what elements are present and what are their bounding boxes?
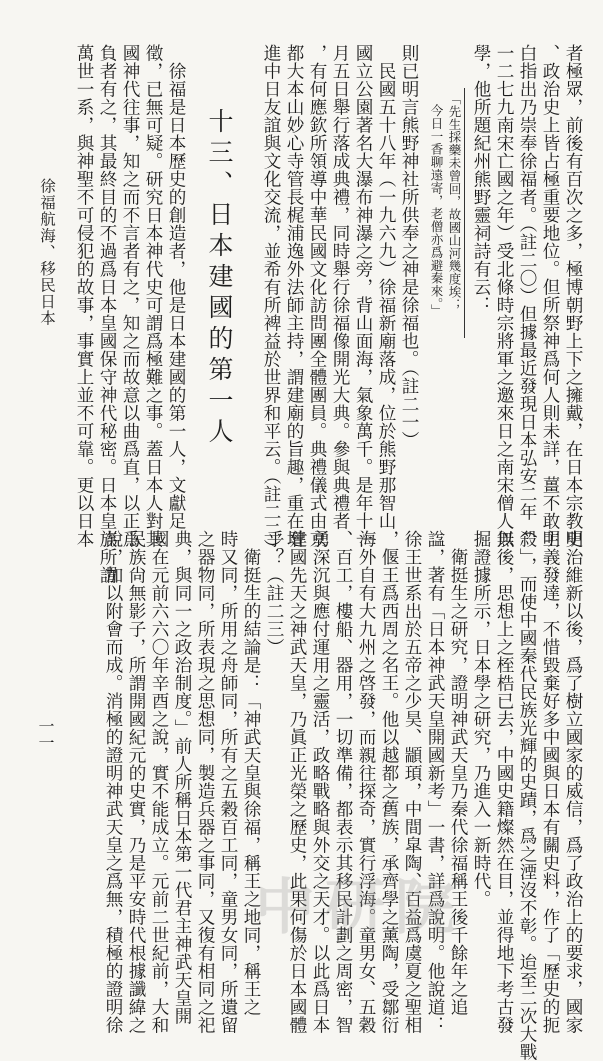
text-column: 說，加以附會而成。消極的證明神武天皇之爲無，積極的證明徐 <box>103 530 123 1034</box>
text-column: 白指出乃崇奉徐福者。（註二〇）但據最近發現日本弘安二年（ <box>517 44 537 540</box>
text-column: 國神代往事，知之而不言者有之，知之而故意以曲爲直，以正爲 <box>120 44 140 548</box>
text-column: 海外自有大九州之啓發，而親往探奇，實行浮海。童男女、五穀 <box>356 530 376 1034</box>
text-column: 者極眾，前後有百次之多，極博朝野上下之擁戴，在日本宗教史 <box>563 44 583 548</box>
text-column: 、百工，樓船、器用，一切準備，都表示其移民計劃之周密，智 <box>333 530 353 1034</box>
text-column: 乎？（註二三） <box>264 530 284 656</box>
text-column: 殺」，而使中國秦代民族光輝的史蹟，爲之湮沒不彰。迨至二次大戰 <box>517 530 537 1061</box>
quote-rule <box>464 88 465 338</box>
text-column: ，有何應欽所領導中華民國文化訪問團全體團員。典禮儀式由京 <box>307 44 327 548</box>
text-column: 國立公園著名大瀑布神瀑之旁，背山面海，氣象萬千。是年十一 <box>353 44 373 548</box>
text-column: 民族尙無影子，所謂開國紀元的史實，乃是平安時代根據讖緯之 <box>126 530 146 1034</box>
text-column: 都大本山妙心寺管長梶浦逸外法師主持，謂建廟的旨趣，重在增 <box>284 44 304 548</box>
text-column: 衛挺生之研究，證明神武天皇乃秦代徐福稱王後千餘年之追 <box>448 548 468 1016</box>
text-column: 掘證據所示，日本學之研究，乃進入一新時代。 <box>471 530 491 908</box>
text-column: 學，他所題紀州熊野靈祠詩有云： <box>471 44 491 314</box>
text-column: 進中日友誼與文化交流，並希有所裨益於世界和平云。（註二二） <box>261 44 281 558</box>
text-column: 一二七九南宋亡國之年）受北條時宗將軍之邀來日之南宋僧人無 <box>494 44 514 548</box>
section-title: 十三、日本建國的第一人 <box>205 108 234 449</box>
poem-quote-line: 今日一香聊遠寄，老僧亦爲避秦來。」 <box>429 104 444 318</box>
running-head: 徐福航海、移民日本 <box>38 178 56 327</box>
text-column: 徵，已無可疑。研究日本神代史可謂爲極難之事。蓋日本人對其 <box>143 44 163 548</box>
text-column: 時又同，所用之舟師同，所有之五穀百工同，童男女同，所遺留 <box>218 530 238 1034</box>
watermark-stamp: 中研院 <box>255 873 465 943</box>
text-column: 主義發達，不惜毀棄好多中國與日本有關史料，作了「歷史的扼 <box>540 530 560 1034</box>
text-column: 國在元前六六〇年辛酉之說，實不能成立。元前二世紀前，大和 <box>149 530 169 1034</box>
text-column: 衛挺生的結論是：「神武天皇與徐福，稱王之地同，稱王之 <box>241 548 261 1016</box>
text-column: 明治維新以後，爲了樹立國家的威信，爲了政治上的要求，國家 <box>563 530 583 1034</box>
text-column: 月五日舉行落成典禮，同時舉行徐福像開光大典。參與典禮者 <box>330 44 350 530</box>
text-column: 負者有之，其最終目的不過爲日本皇國保守神代秘密。日本皇族所謂 <box>97 44 117 584</box>
text-column: 民國五十八年（一九六九）徐福新廟落成，位於熊野那智山 <box>376 62 396 530</box>
text-column: 則已明言熊野神社所供奉之神是徐福也。（註二一） <box>399 44 419 450</box>
text-column: ，偃王爲西周之名王。他以越都之舊族，承齊學之薰陶，受鄒衍 <box>379 530 399 1034</box>
text-column: 典，與同一之政治制度。」前人所稱日本第一代君主神武天皇開 <box>172 530 192 1026</box>
text-column: 、政治史上皆占極重要地位。但所祭神爲何人則未詳，薑不敢明 <box>540 44 560 548</box>
text-column: 勇深沉與應付運用之靈活，政略戰略與外交之天才。以此爲日本 <box>310 530 330 1034</box>
text-column: 之器物同，所表現之思想同，製造兵器之事同，又復有相同之祀 <box>195 530 215 1034</box>
text-column: 諡，著有「日本神武天皇開國新考」一書，詳爲說明。他說道： <box>425 530 445 1034</box>
text-column: 萬世一系，與神聖不可侵犯的故事，事實上並不可靠。更以日本 <box>74 44 94 548</box>
text-column: 以後，思想上之桎梏已去，中國史籍燦然在目，並得地下考古發 <box>494 530 514 1034</box>
page-number: 一一 <box>36 718 55 751</box>
text-column: 徐福是日本歷史的創造者，他是日本建國的第一人，文獻足 <box>166 62 186 530</box>
text-column: 建國先天之神武天皇，乃眞正光榮之歷史，此果何傷於日本國體 <box>287 530 307 1034</box>
text-column: 徐王世系出於五帝之少昊、顓頊，中間皐陶、百益爲虞夏之聖相 <box>402 530 422 1034</box>
poem-quote-line: 「先生採藥未曾回，故國山河幾度埃； <box>447 92 462 312</box>
